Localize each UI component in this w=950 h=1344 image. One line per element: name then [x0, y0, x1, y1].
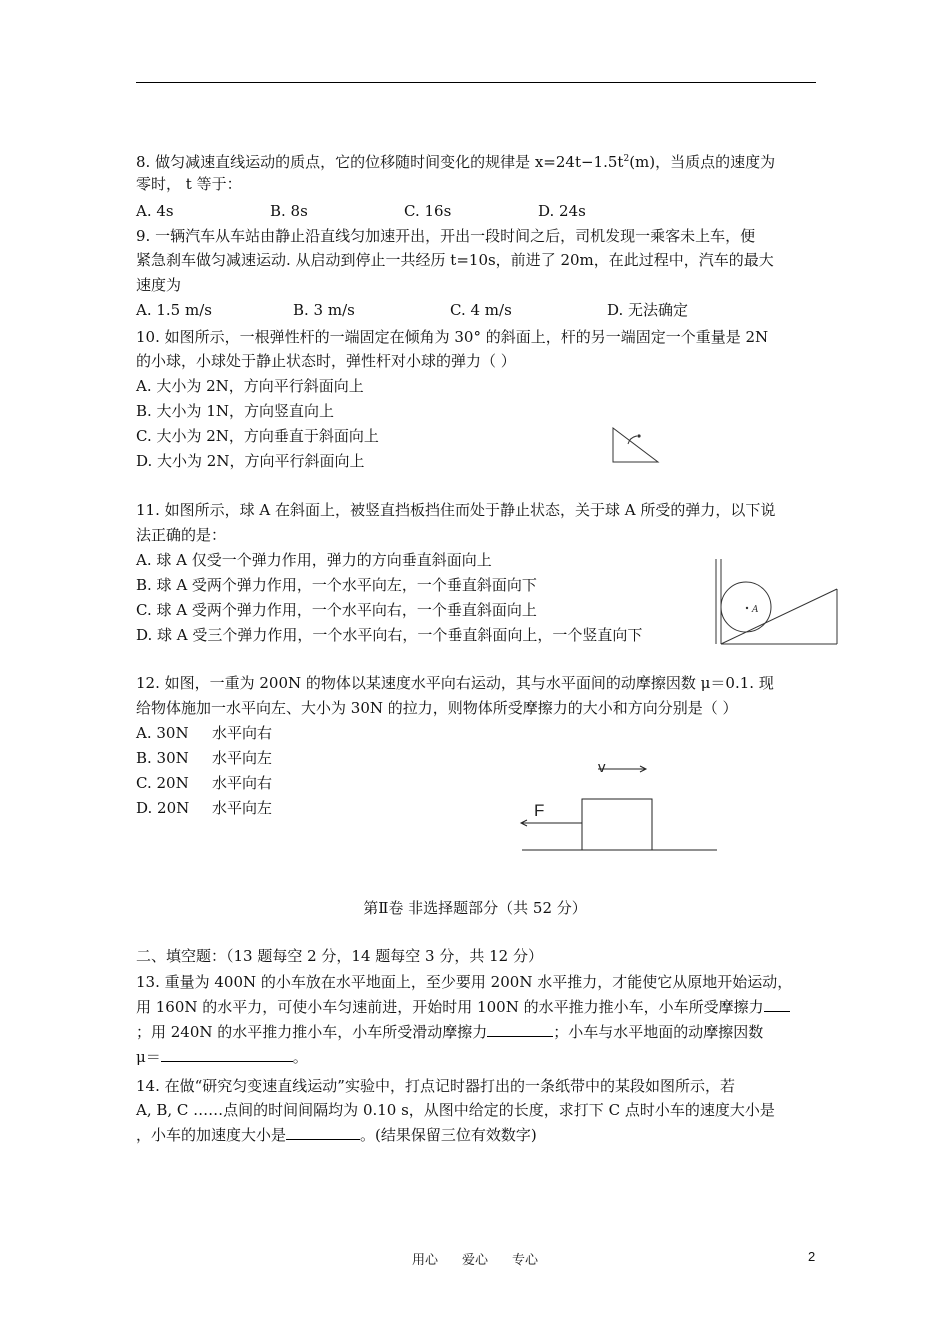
q8-option-c: C. 16s [404, 202, 452, 220]
q8-option-a: A. 4s [136, 202, 174, 220]
footer-item-3: 专心 [512, 1253, 539, 1268]
q14-blank-acceleration[interactable] [286, 1124, 360, 1140]
q14-line3: ，小车的加速度大小是 。(结果保留三位有效数字) [136, 1126, 537, 1144]
q13-blank-1[interactable] [764, 996, 790, 1012]
q12-line1: 12. 如图，一重为 200N 的物体以某速度水平向右运动，其与水平面间的动摩擦因数 μ＝0.1. 现 [136, 674, 774, 692]
q12-option-a: A. 30N 水平向右 [136, 724, 273, 742]
q8-line2: 零时， t 等于： [136, 175, 242, 193]
q11-option-d: D. 球 A 受三个弹力作用，一个水平向右，一个垂直斜面向上，一个竖直向下 [136, 626, 643, 644]
q14-line1: 14. 在做“研究匀变速直线运动”实验中，打点记时器打出的一条纸带中的某段如图所示，若 [136, 1077, 735, 1095]
q8-option-d: D. 24s [538, 202, 586, 220]
q13-line1: 13. 重量为 400N 的小车放在水平地面上，至少要用 200N 水平推力，才能使它从原地开始运动， [136, 973, 793, 991]
q11-option-a: A. 球 A 仅受一个弹力作用，弹力的方向垂直斜面向上 [136, 551, 492, 569]
q10-option-c: C. 大小为 2N，方向垂直于斜面向上 [136, 427, 379, 445]
q10-line1: 10. 如图所示，一根弹性杆的一端固定在倾角为 30° 的斜面上，杆的另一端固定一个重量是 2N [136, 328, 769, 346]
q12-velocity-label: v [598, 759, 606, 776]
q14-line2: A, B, C ……点间的时间间隔均为 0.10 s，从图中给定的长度，求打下 C 点时小车的速度大小是 [136, 1101, 775, 1119]
q12-force-label: F [534, 801, 545, 820]
q12-option-d: D. 20N 水平向左 [136, 799, 273, 817]
q13-line3: ；用 240N 的水平推力推小车，小车所受滑动摩擦力 ；小车与水平地面的动摩擦因数 [136, 1023, 764, 1041]
q13-line2: 用 160N 的水平力，可使小车匀速前进，开始时用 100N 的水平推力推小车，小车所受摩擦力 [136, 996, 790, 1017]
q10-option-b: B. 大小为 1N，方向竖直向上 [136, 402, 334, 420]
q10-option-d: D. 大小为 2N，方向平行斜面向上 [136, 452, 365, 470]
q8-options [136, 201, 672, 221]
q10-line2: 的小球，小球处于静止状态时，弹性杆对小球的弹力（ ） [136, 352, 516, 370]
q13-blank-2[interactable] [487, 1021, 553, 1037]
q11-option-b: B. 球 A 受两个弹力作用，一个水平向左，一个垂直斜面向下 [136, 576, 537, 594]
q9-line1: 9. 一辆汽车从车站由静止沿直线匀加速开出，开出一段时间之后，司机发现一乘客未上车，便 [136, 227, 756, 245]
q8-option-b: B. 8s [270, 202, 308, 220]
q13-blank-3[interactable] [161, 1046, 293, 1062]
section2-title: 第Ⅱ卷 非选择题部分（共 52 分） [363, 899, 587, 917]
q10-option-a: A. 大小为 2N，方向平行斜面向上 [136, 377, 364, 395]
q8-line1: 8. 做匀减速直线运动的质点，它的位移随时间变化的规律是 $x=24t-1.5t^2(m)$，当质点的速度为 [136, 153, 776, 171]
q9-option-a: A. 1.5 m/s [136, 301, 212, 319]
q11-line2: 法正确的是： [136, 526, 227, 544]
q9-option-d: D. 无法确定 [607, 301, 689, 319]
q11-line1: 11. 如图所示，球 A 在斜面上，被竖直挡板挡住而处于静止状态，关于球 A 所受的弹力，以下说 [136, 501, 776, 519]
q11-ball-incline-figure [712, 556, 844, 648]
footer-item-1: 用心 [411, 1253, 438, 1268]
q9-line3: 速度为 [136, 276, 182, 294]
q12-option-b: B. 30N 水平向左 [136, 749, 273, 767]
q12-block-figure [518, 756, 722, 854]
page-number: 2 [808, 1249, 816, 1264]
footer-item-2: 爱心 [461, 1253, 488, 1268]
q11-option-c: C. 球 A 受两个弹力作用，一个水平向右，一个垂直斜面向上 [136, 601, 537, 619]
q9-options [136, 300, 764, 320]
q9-option-c: C. 4 m/s [450, 301, 512, 319]
q12-option-c: C. 20N 水平向右 [136, 774, 273, 792]
header-rule [136, 82, 816, 83]
q10-incline-figure [606, 424, 662, 466]
q9-line2: 紧急刹车做匀减速运动. 从启动到停止一共经历 t=10s，前进了 20m，在此过程中，汽车的最大 [136, 251, 774, 269]
q13-line4: μ＝ 。 [136, 1048, 308, 1066]
q9-option-b: B. 3 m/s [293, 301, 355, 319]
q11-figure-label: A [752, 605, 759, 615]
section2-heading: 二、填空题：（13 题每空 2 分，14 题每空 3 分，共 12 分） [136, 947, 543, 965]
q12-line2: 给物体施加一水平向左、大小为 30N 的拉力，则物体所受摩擦力的大小和方向分别是（ ） [136, 699, 738, 717]
